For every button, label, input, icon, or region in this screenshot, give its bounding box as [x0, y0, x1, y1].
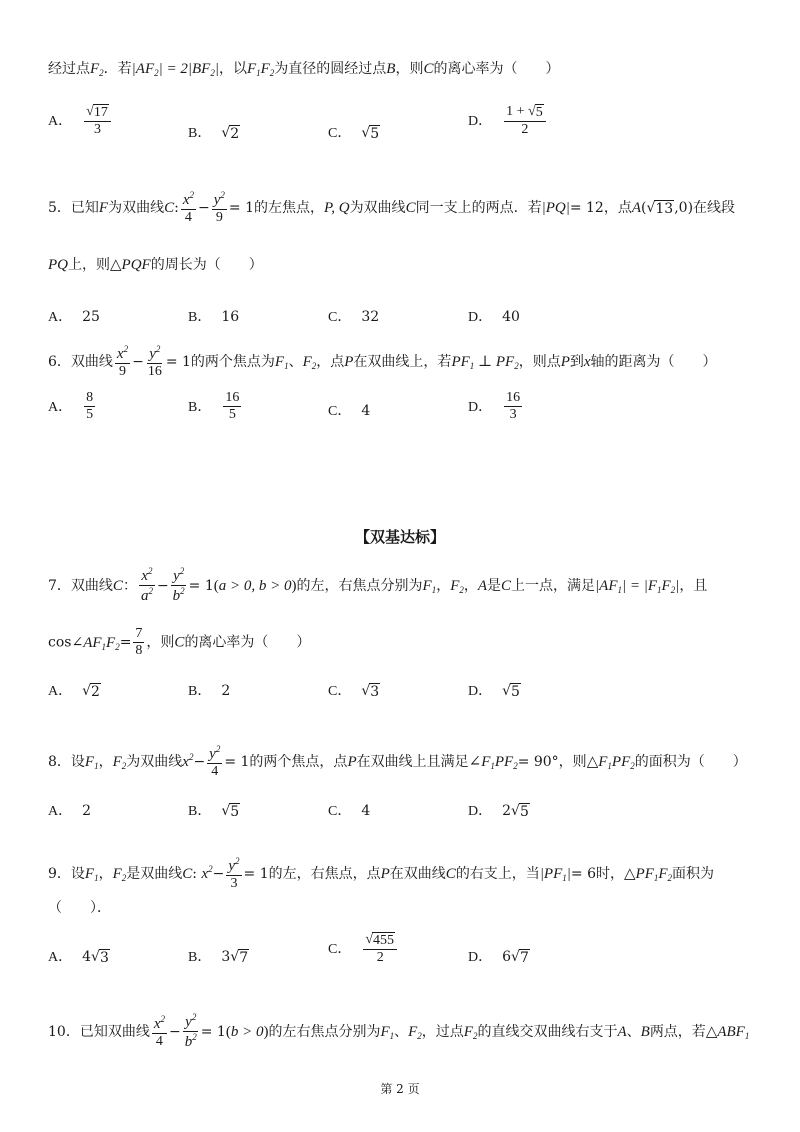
q4-option-b[interactable]: B． √ 2 — [188, 125, 240, 142]
q8-option-b[interactable]: B． √ 5 — [188, 803, 240, 820]
q5-option-b[interactable]: B． 16 — [188, 309, 240, 325]
q4-stem-line: 经过点$F_2$．若$|AF_2| = 2|BF_2|$，以$F_1F_2$为直径的圆经过点B，则C的离心率为（ ） — [48, 61, 560, 78]
q6-option-d[interactable]: D． $\frac{16}{3}$ — [468, 390, 521, 423]
q9-option-a[interactable]: A． 4 √ 3 — [48, 949, 109, 966]
q4-option-c[interactable]: C． √ 5 — [328, 125, 380, 142]
q7-option-d[interactable]: D． √ 5 — [468, 683, 520, 700]
q8-option-a[interactable]: A． 2 — [48, 803, 92, 819]
q5-stem-line-2: PQ上，则△PQF的周长为（ ） — [48, 257, 263, 273]
q9-option-c[interactable]: C． √ 455 2 — [328, 932, 399, 966]
q7-option-c[interactable]: C． √ 3 — [328, 683, 380, 700]
q9-option-b[interactable]: B． 3 √ 7 — [188, 949, 249, 966]
q6-option-c[interactable]: C． 4 — [328, 403, 371, 419]
q7-option-b[interactable]: B． 2 — [188, 683, 231, 699]
q6-stem-line: 6．双曲线 $\frac{x^2}{9}$ − $\frac{y^2}{16}$ = 1的两个焦点为$F_1$、$F_2$，点P在双曲线上，若$PF_1$ ⊥ $PF_2$，则点P到x轴的距离为（ ） — [48, 344, 717, 380]
q5-option-c[interactable]: C． 32 — [328, 309, 380, 325]
q5-option-d[interactable]: D． 40 — [468, 309, 520, 325]
q8-stem-line: 8．设$F_1$，$F_2$为双曲线$x^2-$ $\frac{y^2}{4}$ = 1的两个焦点，点P在双曲线上且满足$\angle F_1PF_2= 90^\circ$，则$\triangle F_1PF_2$的面积为（ ） — [48, 744, 747, 780]
q9-stem-line-2: （ ）． — [48, 900, 111, 916]
q4-option-d[interactable]: D． 1 + √ 5 2 — [468, 104, 548, 138]
q7-stem-line-1: 7．双曲线C： $\frac{x^2}{a^2}$ − $\frac{y^2}{b^2}$ = 1(a > 0, b > 0)的左，右焦点分别为$F_1$，$F_2$，A是C上一点，满足$|AF_1| = |F_1F_2|$，且 — [48, 566, 708, 605]
page-footer: 第 2 页 — [380, 1082, 420, 1096]
q6-option-b[interactable]: B． $\frac{16}{5}$ — [188, 390, 240, 423]
q6-option-a[interactable]: A． $\frac{8}{5}$ — [48, 390, 94, 423]
q7-stem-line-2: $\cos\angle AF_1F_2=$ $\frac{7}{8}$ ，则C的离心率为（ ） — [48, 626, 311, 659]
q7-option-a[interactable]: A． √ 2 — [48, 683, 100, 700]
q9-stem-line-1: 9．设$F_1$，$F_2$是双曲线C: $x^2-$ $\frac{y^2}{3}$ = 1的左，右焦点，点P在双曲线C的右支上，当$|PF_1|= 6$时，$\triangle PF_1F_2$面积为 — [48, 856, 715, 892]
q9-option-d[interactable]: D． 6 √ 7 — [468, 949, 529, 966]
q5-stem-line-1: 5．已知F为双曲线C: $\frac{x^2}{4}$ − $\frac{y^2}{9}$ = 1的左焦点，P, Q为双曲线C同一支上的两点．若|PQ|= 12，点A( √ 13 ,0)在线段 — [48, 190, 736, 226]
q8-option-c[interactable]: C． 4 — [328, 803, 371, 819]
section-title: 【双基达标】 — [354, 528, 445, 546]
q10-stem-line: 10．已知双曲线 $\frac{x^2}{4}$ − $\frac{y^2}{b^2}$ = 1(b > 0)的左右焦点分别为$F_1$、$F_2$，过点$F_2$的直线交双曲线右支于A、B两点，若$\triangle ABF_1$ — [48, 1012, 750, 1051]
q4-option-a[interactable]: A． √ 17 3 — [48, 104, 113, 138]
q8-option-d[interactable]: D． 2 √ 5 — [468, 803, 529, 820]
q5-option-a[interactable]: A． 25 — [48, 309, 100, 325]
